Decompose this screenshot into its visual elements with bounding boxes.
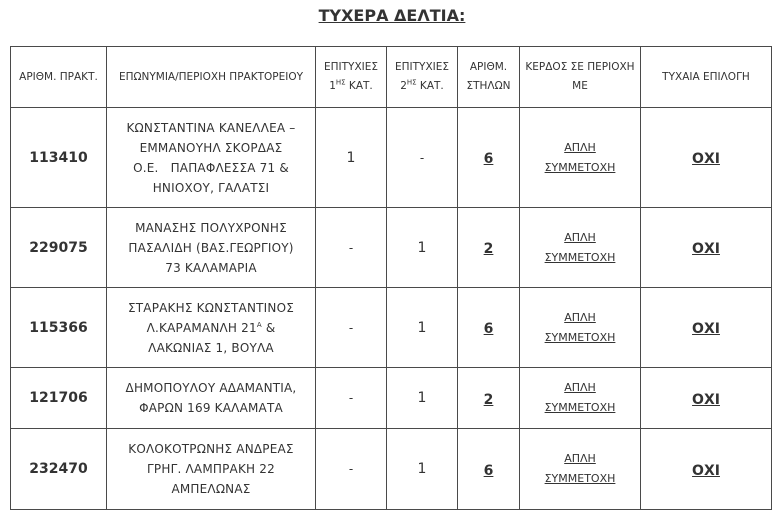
random-selection-cell	[641, 288, 772, 368]
columns-count-link[interactable]: 6	[483, 151, 494, 167]
columns-count-cell	[458, 208, 520, 288]
agency-code: 229075	[11, 208, 107, 288]
gain-area-link[interactable]: ΑΠΛΗ ΣΥΜΜΕΤΟΧΗ	[544, 452, 616, 485]
table-header-row	[11, 47, 772, 108]
header-second-category: ΕΠΙΤΥΧΙΕΣ $2^{H\Sigma}$ ΚΑΤ.	[387, 47, 458, 108]
first-category-wins: -	[316, 288, 387, 368]
table-row	[11, 108, 772, 208]
random-selection-link[interactable]: ΟΧΙ	[692, 151, 720, 167]
second-category-wins: -	[387, 108, 458, 208]
columns-count-cell	[458, 108, 520, 208]
table-row	[11, 208, 772, 288]
agency-name: ΔΗΜΟΠΟΥΛΟΥ ΑΔΑΜΑΝΤΙΑ, ΦΑΡΩΝ 169 ΚΑΛΑΜΑΤΑ	[107, 368, 316, 429]
columns-count-cell	[458, 429, 520, 510]
header-agency-code: ΑΡΙΘΜ. ΠΡΑΚΤ.	[11, 47, 107, 108]
table-row	[11, 429, 772, 510]
columns-count-cell	[458, 288, 520, 368]
agency-name: ΜΑΝΑΣΗΣ ΠΟΛΥΧΡΟΝΗΣ ΠΑΣΑΛΙΔΗ (ΒΑΣ.ΓΕΩΡΓΙΟΥ) 73 ΚΑΛΑΜΑΡΙΑ	[107, 208, 316, 288]
columns-count-link[interactable]: 6	[483, 462, 494, 479]
header-first-category: ΕΠΙΤΥΧΙΕΣ $1^{H\Sigma}$ ΚΑΤ.	[316, 47, 387, 108]
agency-code: 232470	[11, 429, 107, 510]
second-category-wins: 1	[387, 288, 458, 368]
random-selection-link[interactable]: ΟΧΙ	[692, 462, 720, 479]
agency-name: ΚΩΝΣΤΑΝΤΙΝΑ ΚΑΝΕΛΛΕΑ – ΕΜΜΑΝΟΥΗΛ ΣΚΟΡΔΑΣ Ο.Ε. ΠΑΠΑΦΛΕΣΣΑ 71 & ΗΝΙΟΧΟΥ, ΓΑΛΑΤΣΙ	[107, 108, 316, 208]
gain-area-cell	[520, 108, 641, 208]
gain-area-link[interactable]: ΑΠΛΗ ΣΥΜΜΕΤΟΧΗ	[544, 230, 616, 264]
columns-count-link[interactable]: 6	[483, 321, 494, 337]
first-category-wins: -	[316, 208, 387, 288]
first-category-wins: 1	[316, 108, 387, 208]
random-selection-cell	[641, 208, 772, 288]
header-columns-count: ΑΡΙΘΜ. ΣΤΗΛΩΝ	[458, 47, 520, 108]
winning-tickets-table	[10, 46, 772, 510]
agency-name: ΚΟΛΟΚΟΤΡΩΝΗΣ ΑΝΔΡΕΑΣ ΓΡΗΓ. ΛΑΜΠΡΑΚΗ 22 ΑΜΠΕΛΩΝΑΣ	[107, 429, 316, 510]
header-agency-name: ΕΠΩΝΥΜΙΑ/ΠΕΡΙΟΧΗ ΠΡΑΚΤΟΡΕΙΟΥ	[107, 47, 316, 108]
header-gain-area: ΚΕΡΔΟΣ ΣΕ ΠΕΡΙΟΧΗ ΜΕ	[520, 47, 641, 108]
gain-area-cell	[520, 429, 641, 510]
columns-count-cell	[458, 368, 520, 429]
second-category-wins: 1	[387, 429, 458, 510]
gain-area-cell	[520, 368, 641, 429]
random-selection-link[interactable]: ΟΧΙ	[692, 241, 720, 257]
random-selection-cell	[641, 108, 772, 208]
agency-code: 121706	[11, 368, 107, 429]
gain-area-cell	[520, 208, 641, 288]
agency-code: 113410	[11, 108, 107, 208]
first-category-wins: -	[316, 368, 387, 429]
gain-area-link[interactable]: ΑΠΛΗ ΣΥΜΜΕΤΟΧΗ	[544, 310, 616, 344]
table-row	[11, 368, 772, 429]
gain-area-link[interactable]: ΑΠΛΗ ΣΥΜΜΕΤΟΧΗ	[544, 381, 616, 414]
columns-count-link[interactable]: 2	[483, 391, 494, 408]
random-selection-cell	[641, 368, 772, 429]
random-selection-link[interactable]: ΟΧΙ	[692, 391, 720, 408]
second-category-wins: 1	[387, 208, 458, 288]
agency-code: 115366	[11, 288, 107, 368]
page-title: ΤΥΧΕΡΑ ΔΕΛΤΙΑ:	[318, 6, 466, 25]
second-category-wins: 1	[387, 368, 458, 429]
random-selection-link[interactable]: ΟΧΙ	[692, 321, 720, 337]
header-random-selection: ΤΥΧΑΙΑ ΕΠΙΛΟΓΗ	[641, 47, 772, 108]
gain-area-cell	[520, 288, 641, 368]
agency-name: ΣΤΑΡΑΚΗΣ ΚΩΝΣΤΑΝΤΙΝΟΣ Λ.ΚΑΡΑΜΑΝΛΗ $21^A$ & ΛΑΚΩΝΙΑΣ 1, ΒΟΥΛΑ	[107, 288, 316, 368]
gain-area-link[interactable]: ΑΠΛΗ ΣΥΜΜΕΤΟΧΗ	[544, 140, 616, 174]
table-row	[11, 288, 772, 368]
first-category-wins: -	[316, 429, 387, 510]
columns-count-link[interactable]: 2	[483, 241, 494, 257]
random-selection-cell	[641, 429, 772, 510]
